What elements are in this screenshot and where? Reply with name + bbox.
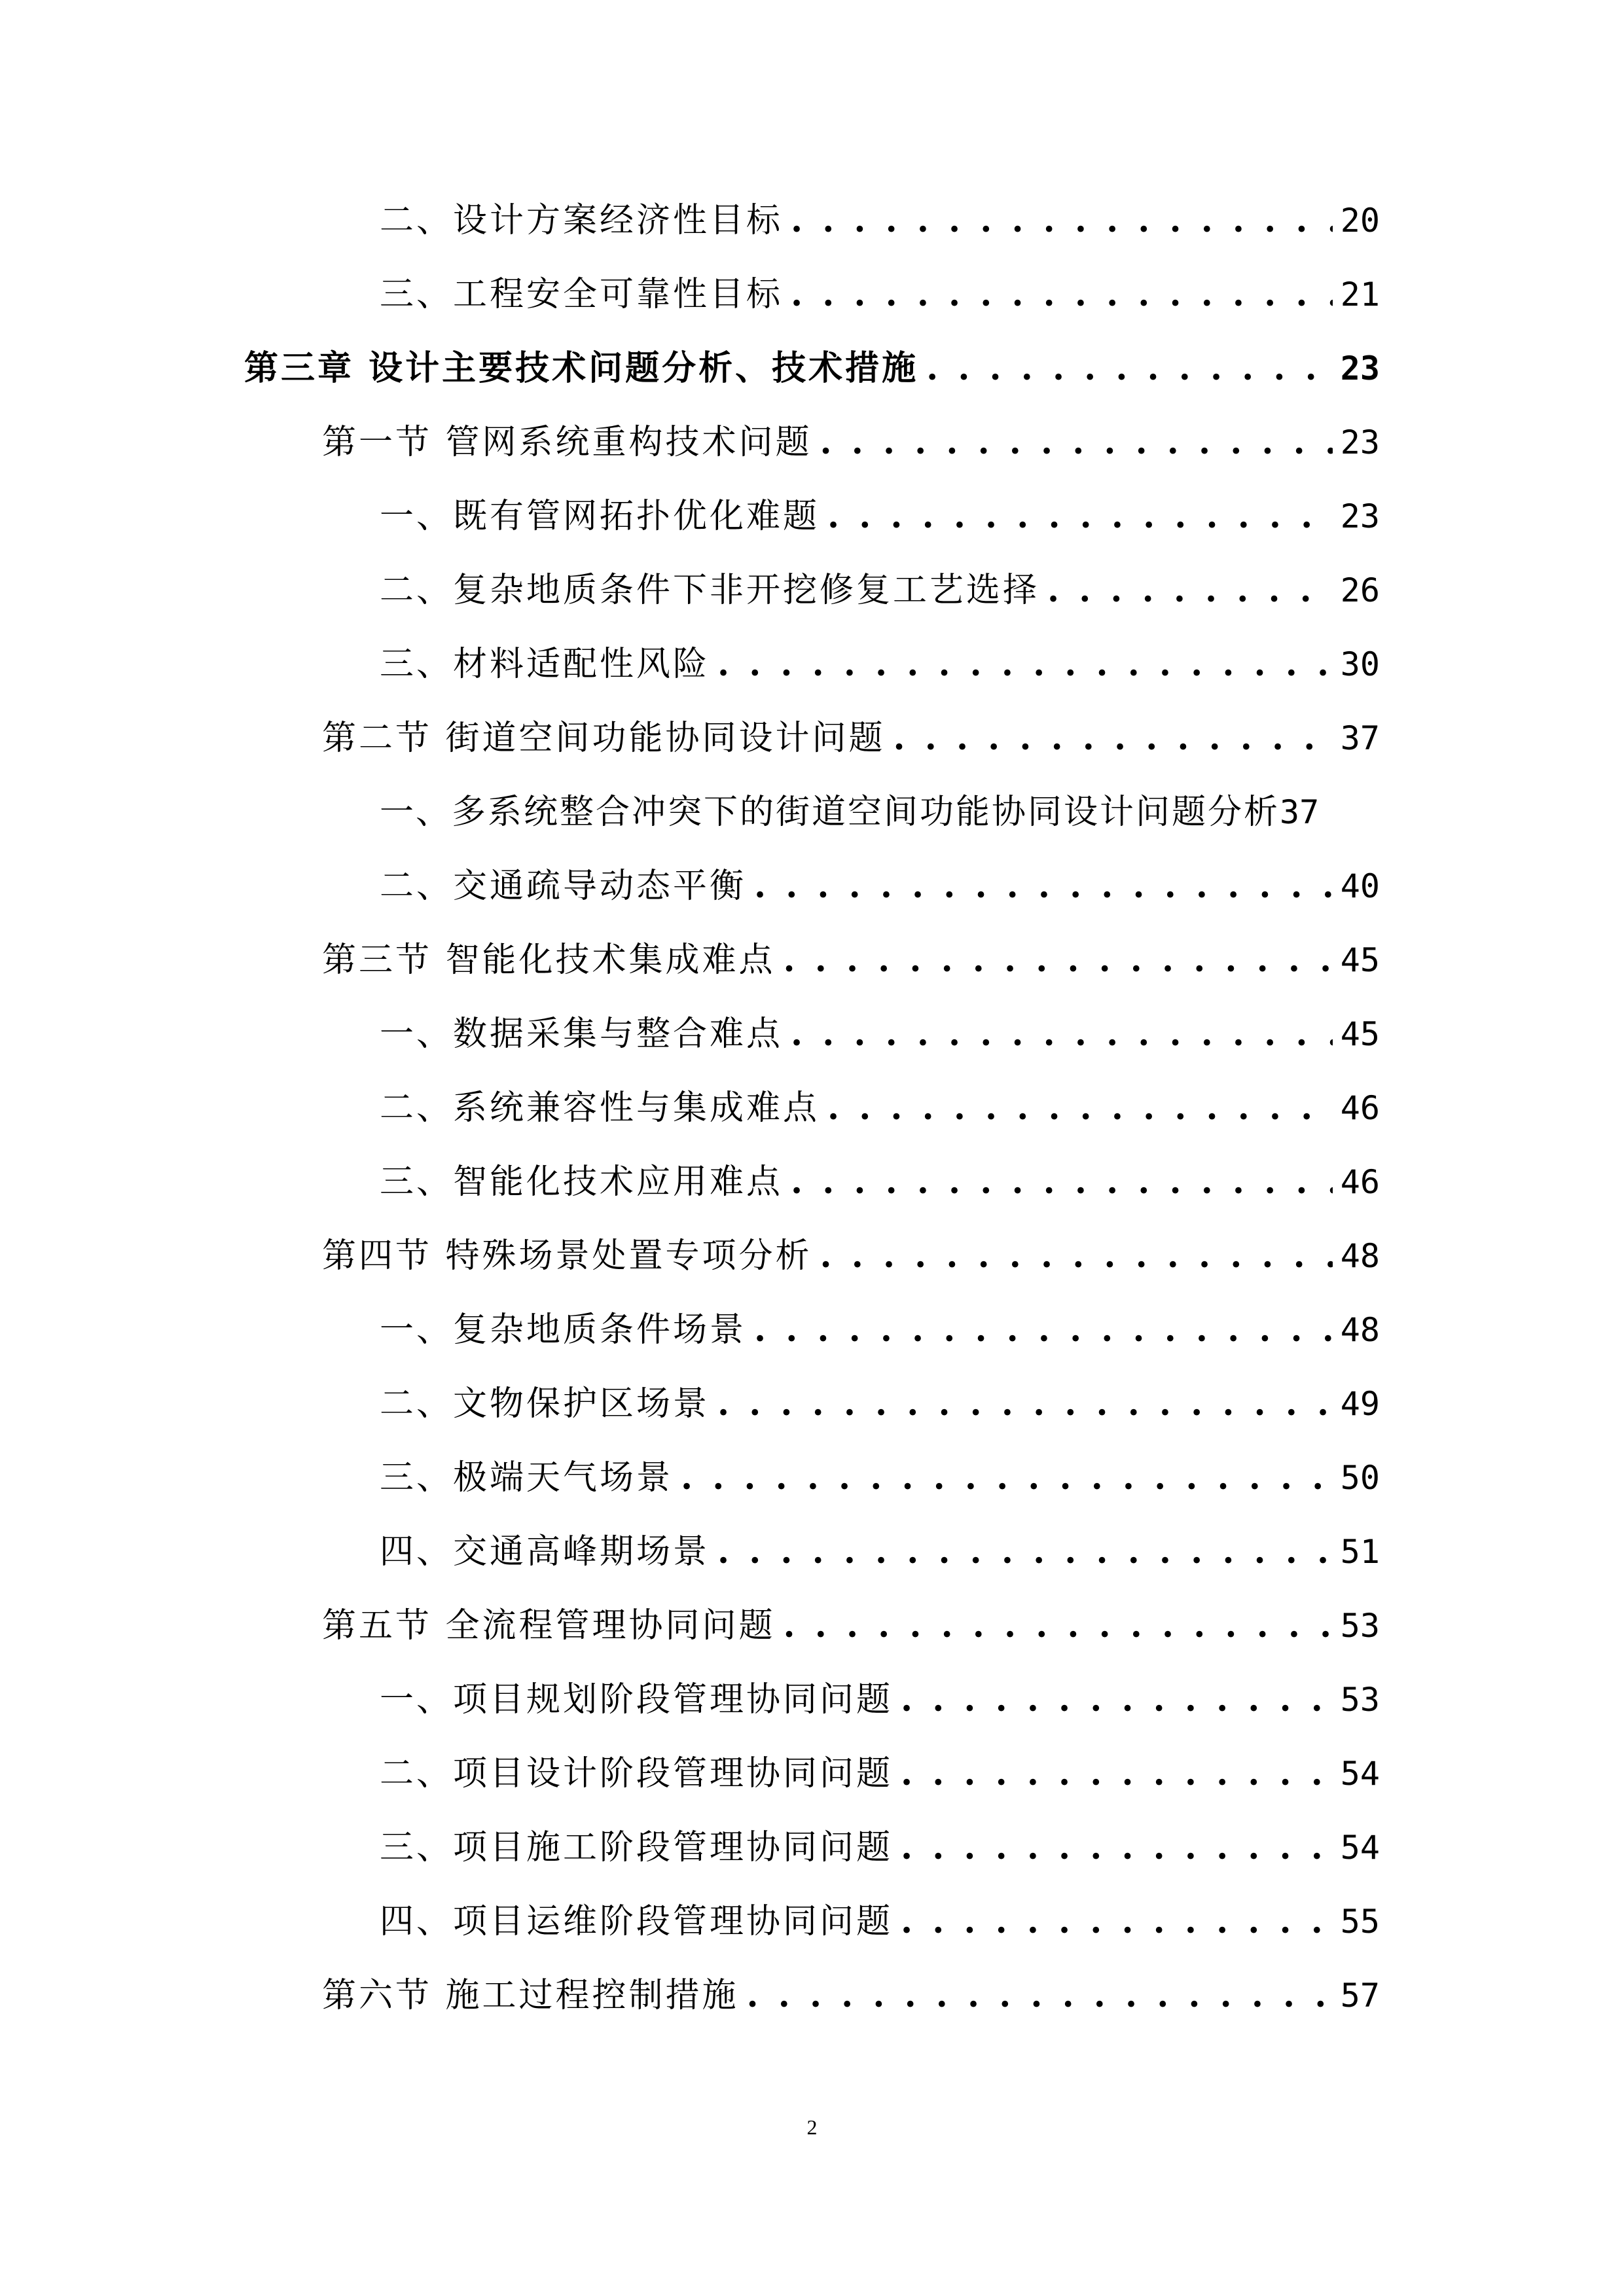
- toc-entry[interactable]: [380, 775, 1380, 850]
- dot-leader: [791, 1145, 1333, 1219]
- toc-entry-page: 51: [1340, 1533, 1380, 1571]
- toc-entry-page: 46: [1340, 1163, 1380, 1201]
- dot-leader: [717, 1515, 1333, 1589]
- toc-entry-page: 48: [1340, 1311, 1380, 1349]
- toc-entry-title: 二、文物保护区场景: [380, 1384, 710, 1424]
- toc-entry-title: 第一节 管网系统重构技术问题: [322, 423, 812, 462]
- dot-leader: [754, 1293, 1333, 1367]
- toc-entry[interactable]: [380, 849, 1380, 924]
- page-number: 2: [806, 2115, 818, 2139]
- toc-entry-page: 37: [1280, 793, 1320, 831]
- toc-entry-title: 第三节 智能化技术集成难点: [322, 941, 776, 980]
- toc-entry[interactable]: [380, 1293, 1380, 1367]
- toc-entry-title: 第二节 街道空间功能协同设计问题: [322, 719, 886, 758]
- toc-entry[interactable]: [380, 257, 1380, 332]
- toc-entry-title: 第五节 全流程管理协同问题: [322, 1606, 776, 1645]
- toc-section-entry[interactable]: [322, 923, 1380, 997]
- toc-entry-page: 30: [1340, 645, 1380, 683]
- toc-section-entry[interactable]: [322, 1219, 1380, 1293]
- toc-entry-title: 二、交通疏导动态平衡: [380, 867, 747, 906]
- toc-entry-title: 第三章 设计主要技术问题分析、技术措施: [244, 348, 919, 388]
- toc-entry-title: 一、既有管网拓扑优化难题: [380, 497, 820, 536]
- toc-entry-title: 四、项目运维阶段管理协同问题: [380, 1902, 893, 1941]
- toc-entry-title: 二、复杂地质条件下非开挖修复工艺选择: [380, 571, 1040, 610]
- dot-leader: [791, 257, 1333, 332]
- toc-entry-title: 三、材料适配性风险: [380, 645, 710, 684]
- toc-section-entry[interactable]: [322, 701, 1380, 776]
- toc-entry-title: 三、项目施工阶段管理协同问题: [380, 1828, 893, 1867]
- dot-leader: [820, 1219, 1333, 1293]
- toc-entry-page: 40: [1340, 867, 1380, 905]
- toc-entry[interactable]: [380, 183, 1380, 258]
- toc-entry-title: 第六节 施工过程控制措施: [322, 1976, 739, 2015]
- toc-entry-title: 第四节 特殊场景处置专项分析: [322, 1236, 812, 1276]
- dot-leader: [893, 701, 1333, 776]
- toc-entry-page: 37: [1340, 719, 1380, 757]
- toc-entry[interactable]: [380, 1662, 1380, 1737]
- toc-entry-page: 45: [1340, 1015, 1380, 1053]
- toc-entry-page: 20: [1340, 202, 1380, 240]
- dot-leader: [784, 1588, 1333, 1663]
- dot-leader: [784, 923, 1333, 997]
- toc-entry-title: 一、复杂地质条件场景: [380, 1310, 747, 1350]
- toc-entry-page: 48: [1340, 1237, 1380, 1275]
- dot-leader: [717, 627, 1333, 702]
- dot-leader: [901, 1736, 1333, 1811]
- toc-entry[interactable]: [380, 1441, 1380, 1515]
- dot-leader: [901, 1884, 1333, 1959]
- dot-leader: [791, 997, 1333, 1071]
- toc-entry-page: 53: [1340, 1681, 1380, 1719]
- toc-entry[interactable]: [380, 1736, 1380, 1811]
- toc-section-entry[interactable]: [322, 405, 1380, 480]
- toc-entry-page: 54: [1340, 1755, 1380, 1793]
- toc-entry-title: 二、系统兼容性与集成难点: [380, 1088, 820, 1128]
- toc-entry[interactable]: [380, 553, 1380, 628]
- toc-entry[interactable]: [380, 997, 1380, 1071]
- toc-entry[interactable]: [380, 1810, 1380, 1885]
- toc-entry[interactable]: [380, 1145, 1380, 1219]
- dot-leader: [926, 331, 1333, 406]
- toc-entry[interactable]: [380, 1515, 1380, 1589]
- toc-entry-title: 三、工程安全可靠性目标: [380, 275, 784, 314]
- toc-entry-page: 55: [1340, 1903, 1380, 1941]
- dot-leader: [747, 1958, 1333, 2033]
- dot-leader: [901, 1810, 1333, 1885]
- toc-entry-page: 57: [1340, 1977, 1380, 2015]
- dot-leader: [717, 1367, 1333, 1441]
- toc-entry[interactable]: [380, 1884, 1380, 1959]
- toc-entry[interactable]: [380, 1071, 1380, 1145]
- toc-entry-page: 49: [1340, 1385, 1380, 1423]
- dot-leader: [791, 183, 1333, 258]
- toc-entry-title: 一、数据采集与整合难点: [380, 1014, 784, 1054]
- dot-leader: [681, 1441, 1333, 1515]
- dot-leader: [827, 479, 1333, 554]
- toc-section-entry[interactable]: [322, 1958, 1380, 2033]
- toc-entry-page: 45: [1340, 941, 1380, 979]
- toc-entry[interactable]: [380, 479, 1380, 554]
- toc-entry-page: 23: [1340, 497, 1380, 535]
- toc-chapter-entry[interactable]: [244, 331, 1380, 406]
- dot-leader: [754, 849, 1333, 924]
- toc-section-entry[interactable]: [322, 1588, 1380, 1663]
- dot-leader: [1047, 553, 1333, 628]
- toc-entry-title: 三、智能化技术应用难点: [380, 1162, 784, 1202]
- toc-entry-page: 21: [1340, 276, 1380, 314]
- toc-entry[interactable]: [380, 627, 1380, 702]
- toc-entry-title: 二、设计方案经济性目标: [380, 201, 784, 240]
- toc-entry[interactable]: [380, 1367, 1380, 1441]
- toc-entry-page: 53: [1340, 1607, 1380, 1645]
- toc-entry-title: 三、极端天气场景: [380, 1458, 674, 1498]
- toc-entry-page: 54: [1340, 1829, 1380, 1867]
- toc-entry-title: 一、项目规划阶段管理协同问题: [380, 1680, 893, 1719]
- toc-entry-page: 23: [1340, 423, 1380, 461]
- toc-entry-title: 二、项目设计阶段管理协同问题: [380, 1754, 893, 1793]
- toc-entry-title: 一、多系统整合冲突下的街道空间功能协同设计问题分析: [380, 793, 1280, 832]
- dot-leader: [901, 1662, 1333, 1737]
- dot-leader: [827, 1071, 1333, 1145]
- toc-entry-page: 23: [1340, 350, 1380, 387]
- toc-entry-title: 四、交通高峰期场景: [380, 1532, 710, 1571]
- dot-leader: [820, 405, 1333, 480]
- toc-entry-page: 50: [1340, 1459, 1380, 1497]
- toc-entry-page: 26: [1340, 571, 1380, 609]
- toc-entry-page: 46: [1340, 1089, 1380, 1127]
